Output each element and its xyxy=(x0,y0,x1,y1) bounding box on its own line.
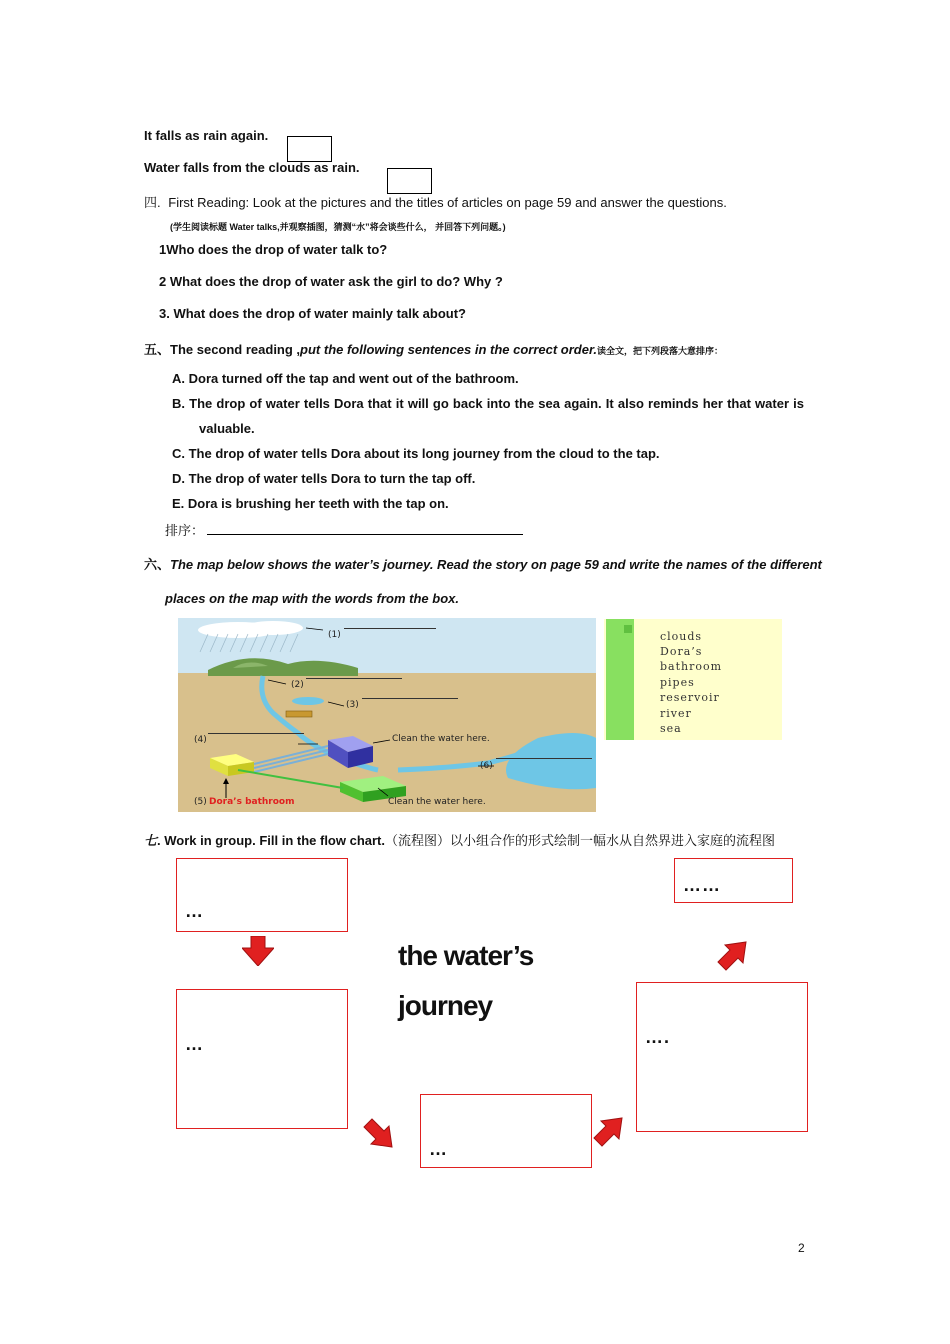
map-label-5: (5) xyxy=(194,797,207,807)
map-label-2: (2) xyxy=(291,680,304,690)
section-7-cn: （流程图）以小组合作的形式绘制一幅水从自然界进入家庭的流程图 xyxy=(385,833,776,848)
section-4-text: First Reading: Look at the pictures and the titles of articles on page 59 and answer the questions. xyxy=(168,195,727,210)
section-6-number: 六、 xyxy=(144,557,171,572)
arrow-right-down-icon xyxy=(362,1117,394,1154)
flow-box-5[interactable] xyxy=(674,858,793,903)
arrow-right-up-icon-1 xyxy=(592,1116,624,1153)
order-label: 排序： xyxy=(165,523,205,538)
section-5-italic: put the following sentences in the correct order. xyxy=(300,342,597,357)
word-sea: sea xyxy=(660,722,682,735)
map-label-4: (4) xyxy=(194,735,207,745)
section-5-lead: The second reading , xyxy=(170,342,301,357)
word-doras: Dora’s xyxy=(660,645,703,658)
line-falls-clouds: Water falls from the clouds as rain. xyxy=(144,160,360,175)
section-4-note: (学生阅读标题 Water talks,并观察插图，猜测“水”将会谈些什么， 并回答下列问题。) xyxy=(170,222,506,232)
map-blank-3[interactable] xyxy=(362,698,458,699)
sentence-c: C. The drop of water tells Dora about its long journey from the cloud to the tap. xyxy=(172,446,660,461)
word-reservoir: reservoir xyxy=(660,691,720,704)
sentence-b: B. The drop of water tells Dora that it will go back into the sea again. It also reminds her that water is xyxy=(172,396,804,411)
word-clouds: clouds xyxy=(660,630,703,643)
section-4-number: 四. xyxy=(144,195,161,210)
map-clean-2: Clean the water here. xyxy=(388,797,486,807)
word-box-stripe xyxy=(606,619,634,740)
flow-box-4-dots: …. xyxy=(645,1027,671,1047)
section-5-heading xyxy=(144,339,723,358)
word-bathroom: bathroom xyxy=(660,660,723,673)
arrow-right-up-icon-2 xyxy=(716,940,748,977)
section-5-number: 五、 xyxy=(144,342,171,357)
flow-box-4[interactable] xyxy=(636,982,808,1132)
section-6-line1: The map below shows the water’s journey. Read the story on page 59 and write the names of the different xyxy=(170,557,822,572)
section-7-text: . Work in group. Fill in the flow chart. xyxy=(157,833,385,848)
map-blank-1[interactable] xyxy=(344,628,436,629)
flow-box-2-dots: … xyxy=(185,1034,204,1054)
water-journey-map xyxy=(178,618,596,812)
section-6-line2: places on the map with the words from the box. xyxy=(165,591,459,606)
map-label-3: (3) xyxy=(346,700,359,710)
map-blank-4[interactable] xyxy=(208,733,304,734)
map-illustration xyxy=(178,618,596,812)
map-label-1: (1) xyxy=(328,630,341,640)
section-7-number: 七 xyxy=(144,833,158,848)
section-5-cn: 读全文，把下列段落大意排序： xyxy=(596,346,723,356)
question-1: 1Who does the drop of water talk to? xyxy=(159,242,388,257)
word-river: river xyxy=(660,707,692,720)
flow-box-1-dots: … xyxy=(185,901,204,921)
flow-box-3-dots: … xyxy=(429,1139,448,1159)
word-box-deco xyxy=(624,625,632,633)
map-label-6: (6) xyxy=(480,761,493,771)
arrow-down-icon xyxy=(242,936,274,971)
question-3: 3. What does the drop of water mainly talk about? xyxy=(159,306,466,321)
answer-box-1[interactable] xyxy=(287,136,332,162)
map-blank-2[interactable] xyxy=(306,678,402,679)
map-blank-6[interactable] xyxy=(496,758,592,759)
map-bathroom-label: Dora’s bathroom xyxy=(209,797,295,807)
sentence-b-cont: valuable. xyxy=(199,421,255,436)
flow-box-5-dots: …… xyxy=(683,875,721,895)
flow-box-3[interactable] xyxy=(420,1094,592,1168)
flow-title-line1: the water’s xyxy=(398,940,534,971)
sentence-e: E. Dora is brushing her teeth with the tap on. xyxy=(172,496,449,511)
sentence-a: A. Dora turned off the tap and went out of the bathroom. xyxy=(172,371,519,386)
question-2: 2 What does the drop of water ask the girl to do? Why ? xyxy=(159,274,503,289)
section-6-heading xyxy=(144,554,822,573)
flow-box-1[interactable] xyxy=(176,858,348,932)
answer-box-2[interactable] xyxy=(387,168,432,194)
line-rain-again: It falls as rain again. xyxy=(144,128,269,143)
flow-title-line2: journey xyxy=(398,990,493,1021)
flow-box-2[interactable] xyxy=(176,989,348,1129)
section-4-heading xyxy=(144,192,727,211)
order-answer-line[interactable] xyxy=(207,534,523,535)
word-box xyxy=(604,619,782,740)
section-7-heading xyxy=(144,830,775,849)
page-number: 2 xyxy=(798,1241,805,1255)
map-clean-1: Clean the water here. xyxy=(392,734,490,744)
sentence-d: D. The drop of water tells Dora to turn the tap off. xyxy=(172,471,476,486)
word-pipes: pipes xyxy=(660,676,695,689)
